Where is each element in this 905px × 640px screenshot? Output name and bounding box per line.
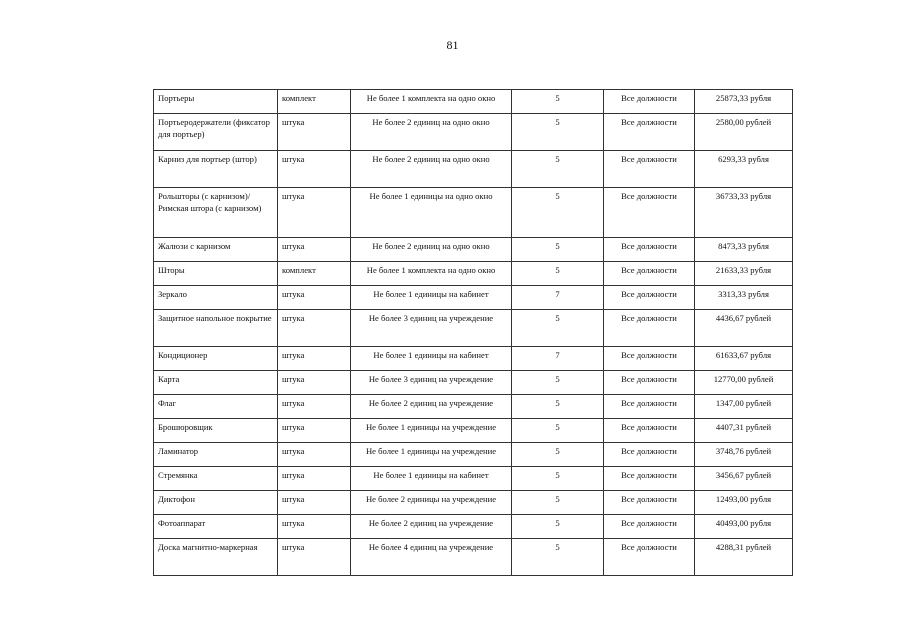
price-cell: 3456,67 рублей	[695, 467, 793, 491]
unit-cell: комплект	[278, 262, 351, 286]
service-term-cell: 7	[512, 286, 604, 310]
unit-cell: штука	[278, 286, 351, 310]
unit-cell: штука	[278, 371, 351, 395]
service-term-cell: 5	[512, 467, 604, 491]
table-row	[154, 262, 793, 286]
position-cell: Все должности	[604, 90, 695, 114]
position-cell: Все должности	[604, 539, 695, 576]
norm-cell: Не более 1 единицы на учреждение	[351, 419, 512, 443]
table-row	[154, 443, 793, 467]
service-term-cell: 5	[512, 90, 604, 114]
unit-cell: штука	[278, 467, 351, 491]
service-term-cell: 5	[512, 491, 604, 515]
service-term-cell: 5	[512, 539, 604, 576]
price-cell: 36733,33 рубля	[695, 188, 793, 238]
table-row	[154, 90, 793, 114]
service-term-cell: 5	[512, 371, 604, 395]
norm-cell: Не более 3 единиц на учреждение	[351, 310, 512, 347]
table-row	[154, 515, 793, 539]
price-cell: 25873,33 рубля	[695, 90, 793, 114]
service-term-cell: 5	[512, 238, 604, 262]
item-name-cell: Диктофон	[154, 491, 278, 515]
norm-cell: Не более 1 комплекта на одно окно	[351, 262, 512, 286]
service-term-cell: 5	[512, 310, 604, 347]
service-term-cell: 5	[512, 114, 604, 151]
item-name-cell: Карниз для портьер (штор)	[154, 151, 278, 188]
norm-cell: Не более 1 единицы на учреждение	[351, 443, 512, 467]
position-cell: Все должности	[604, 114, 695, 151]
position-cell: Все должности	[604, 419, 695, 443]
price-cell: 4407,31 рублей	[695, 419, 793, 443]
item-name-cell: Портьеры	[154, 90, 278, 114]
unit-cell: штука	[278, 347, 351, 371]
item-name-cell: Кондиционер	[154, 347, 278, 371]
price-cell: 6293,33 рубля	[695, 151, 793, 188]
price-cell: 2580,00 рублей	[695, 114, 793, 151]
service-term-cell: 5	[512, 395, 604, 419]
position-cell: Все должности	[604, 347, 695, 371]
position-cell: Все должности	[604, 286, 695, 310]
item-name-cell: Портьеродержатели (фиксатор для портьер)	[154, 114, 278, 151]
price-cell: 8473,33 рубля	[695, 238, 793, 262]
table-row	[154, 114, 793, 151]
price-cell: 61633,67 рубля	[695, 347, 793, 371]
unit-cell: штука	[278, 188, 351, 238]
norm-cell: Не более 2 единиц на учреждение	[351, 515, 512, 539]
item-name-cell: Ламинатор	[154, 443, 278, 467]
table-row	[154, 467, 793, 491]
price-cell: 4436,67 рублей	[695, 310, 793, 347]
furniture-norms-table	[153, 89, 793, 576]
item-name-cell: Брошюровщик	[154, 419, 278, 443]
unit-cell: штука	[278, 395, 351, 419]
position-cell: Все должности	[604, 188, 695, 238]
norm-cell: Не более 2 единицы на учреждение	[351, 491, 512, 515]
position-cell: Все должности	[604, 443, 695, 467]
service-term-cell: 5	[512, 443, 604, 467]
price-cell: 1347,00 рублей	[695, 395, 793, 419]
item-name-cell: Флаг	[154, 395, 278, 419]
table-row	[154, 539, 793, 576]
norm-cell: Не более 1 единицы на кабинет	[351, 286, 512, 310]
position-cell: Все должности	[604, 310, 695, 347]
item-name-cell: Стремянка	[154, 467, 278, 491]
unit-cell: штука	[278, 151, 351, 188]
norm-cell: Не более 1 единицы на кабинет	[351, 347, 512, 371]
norm-cell: Не более 2 единиц на одно окно	[351, 238, 512, 262]
norm-cell: Не более 1 единицы на кабинет	[351, 467, 512, 491]
item-name-cell: Защитное напольное покрытие	[154, 310, 278, 347]
price-cell: 3748,76 рублей	[695, 443, 793, 467]
unit-cell: штука	[278, 114, 351, 151]
page-number: 81	[446, 38, 459, 52]
table-row	[154, 491, 793, 515]
item-name-cell: Рольшторы (с карнизом)/Римская штора (с карнизом)	[154, 188, 278, 238]
position-cell: Все должности	[604, 238, 695, 262]
unit-cell: штука	[278, 238, 351, 262]
price-cell: 3313,33 рубля	[695, 286, 793, 310]
service-term-cell: 7	[512, 347, 604, 371]
table-row	[154, 310, 793, 347]
position-cell: Все должности	[604, 262, 695, 286]
position-cell: Все должности	[604, 491, 695, 515]
service-term-cell: 5	[512, 419, 604, 443]
price-cell: 12493,00 рубля	[695, 491, 793, 515]
position-cell: Все должности	[604, 371, 695, 395]
table-row	[154, 371, 793, 395]
norm-cell: Не более 4 единиц на учреждение	[351, 539, 512, 576]
table-body	[154, 90, 793, 576]
unit-cell: штука	[278, 515, 351, 539]
position-cell: Все должности	[604, 515, 695, 539]
table-row	[154, 347, 793, 371]
item-name-cell: Доска магнитно-маркерная	[154, 539, 278, 576]
norm-cell: Не более 1 единицы на одно окно	[351, 188, 512, 238]
unit-cell: комплект	[278, 90, 351, 114]
service-term-cell: 5	[512, 188, 604, 238]
table-row	[154, 419, 793, 443]
position-cell: Все должности	[604, 467, 695, 491]
item-name-cell: Карта	[154, 371, 278, 395]
price-cell: 40493,00 рубля	[695, 515, 793, 539]
norm-cell: Не более 1 комплекта на одно окно	[351, 90, 512, 114]
price-cell: 12770,00 рублей	[695, 371, 793, 395]
norm-cell: Не более 2 единиц на учреждение	[351, 395, 512, 419]
table-row	[154, 151, 793, 188]
price-cell: 21633,33 рубля	[695, 262, 793, 286]
item-name-cell: Шторы	[154, 262, 278, 286]
price-cell: 4288,31 рублей	[695, 539, 793, 576]
table-row	[154, 188, 793, 238]
table-row	[154, 286, 793, 310]
service-term-cell: 5	[512, 262, 604, 286]
unit-cell: штука	[278, 539, 351, 576]
unit-cell: штука	[278, 443, 351, 467]
norm-cell: Не более 2 единиц на одно окно	[351, 151, 512, 188]
table-row	[154, 238, 793, 262]
item-name-cell: Жалюзи с карнизом	[154, 238, 278, 262]
unit-cell: штука	[278, 419, 351, 443]
position-cell: Все должности	[604, 151, 695, 188]
service-term-cell: 5	[512, 151, 604, 188]
unit-cell: штука	[278, 310, 351, 347]
position-cell: Все должности	[604, 395, 695, 419]
item-name-cell: Зеркало	[154, 286, 278, 310]
unit-cell: штука	[278, 491, 351, 515]
item-name-cell: Фотоаппарат	[154, 515, 278, 539]
norm-cell: Не более 3 единиц на учреждение	[351, 371, 512, 395]
table-row	[154, 395, 793, 419]
norm-cell: Не более 2 единиц на одно окно	[351, 114, 512, 151]
service-term-cell: 5	[512, 515, 604, 539]
